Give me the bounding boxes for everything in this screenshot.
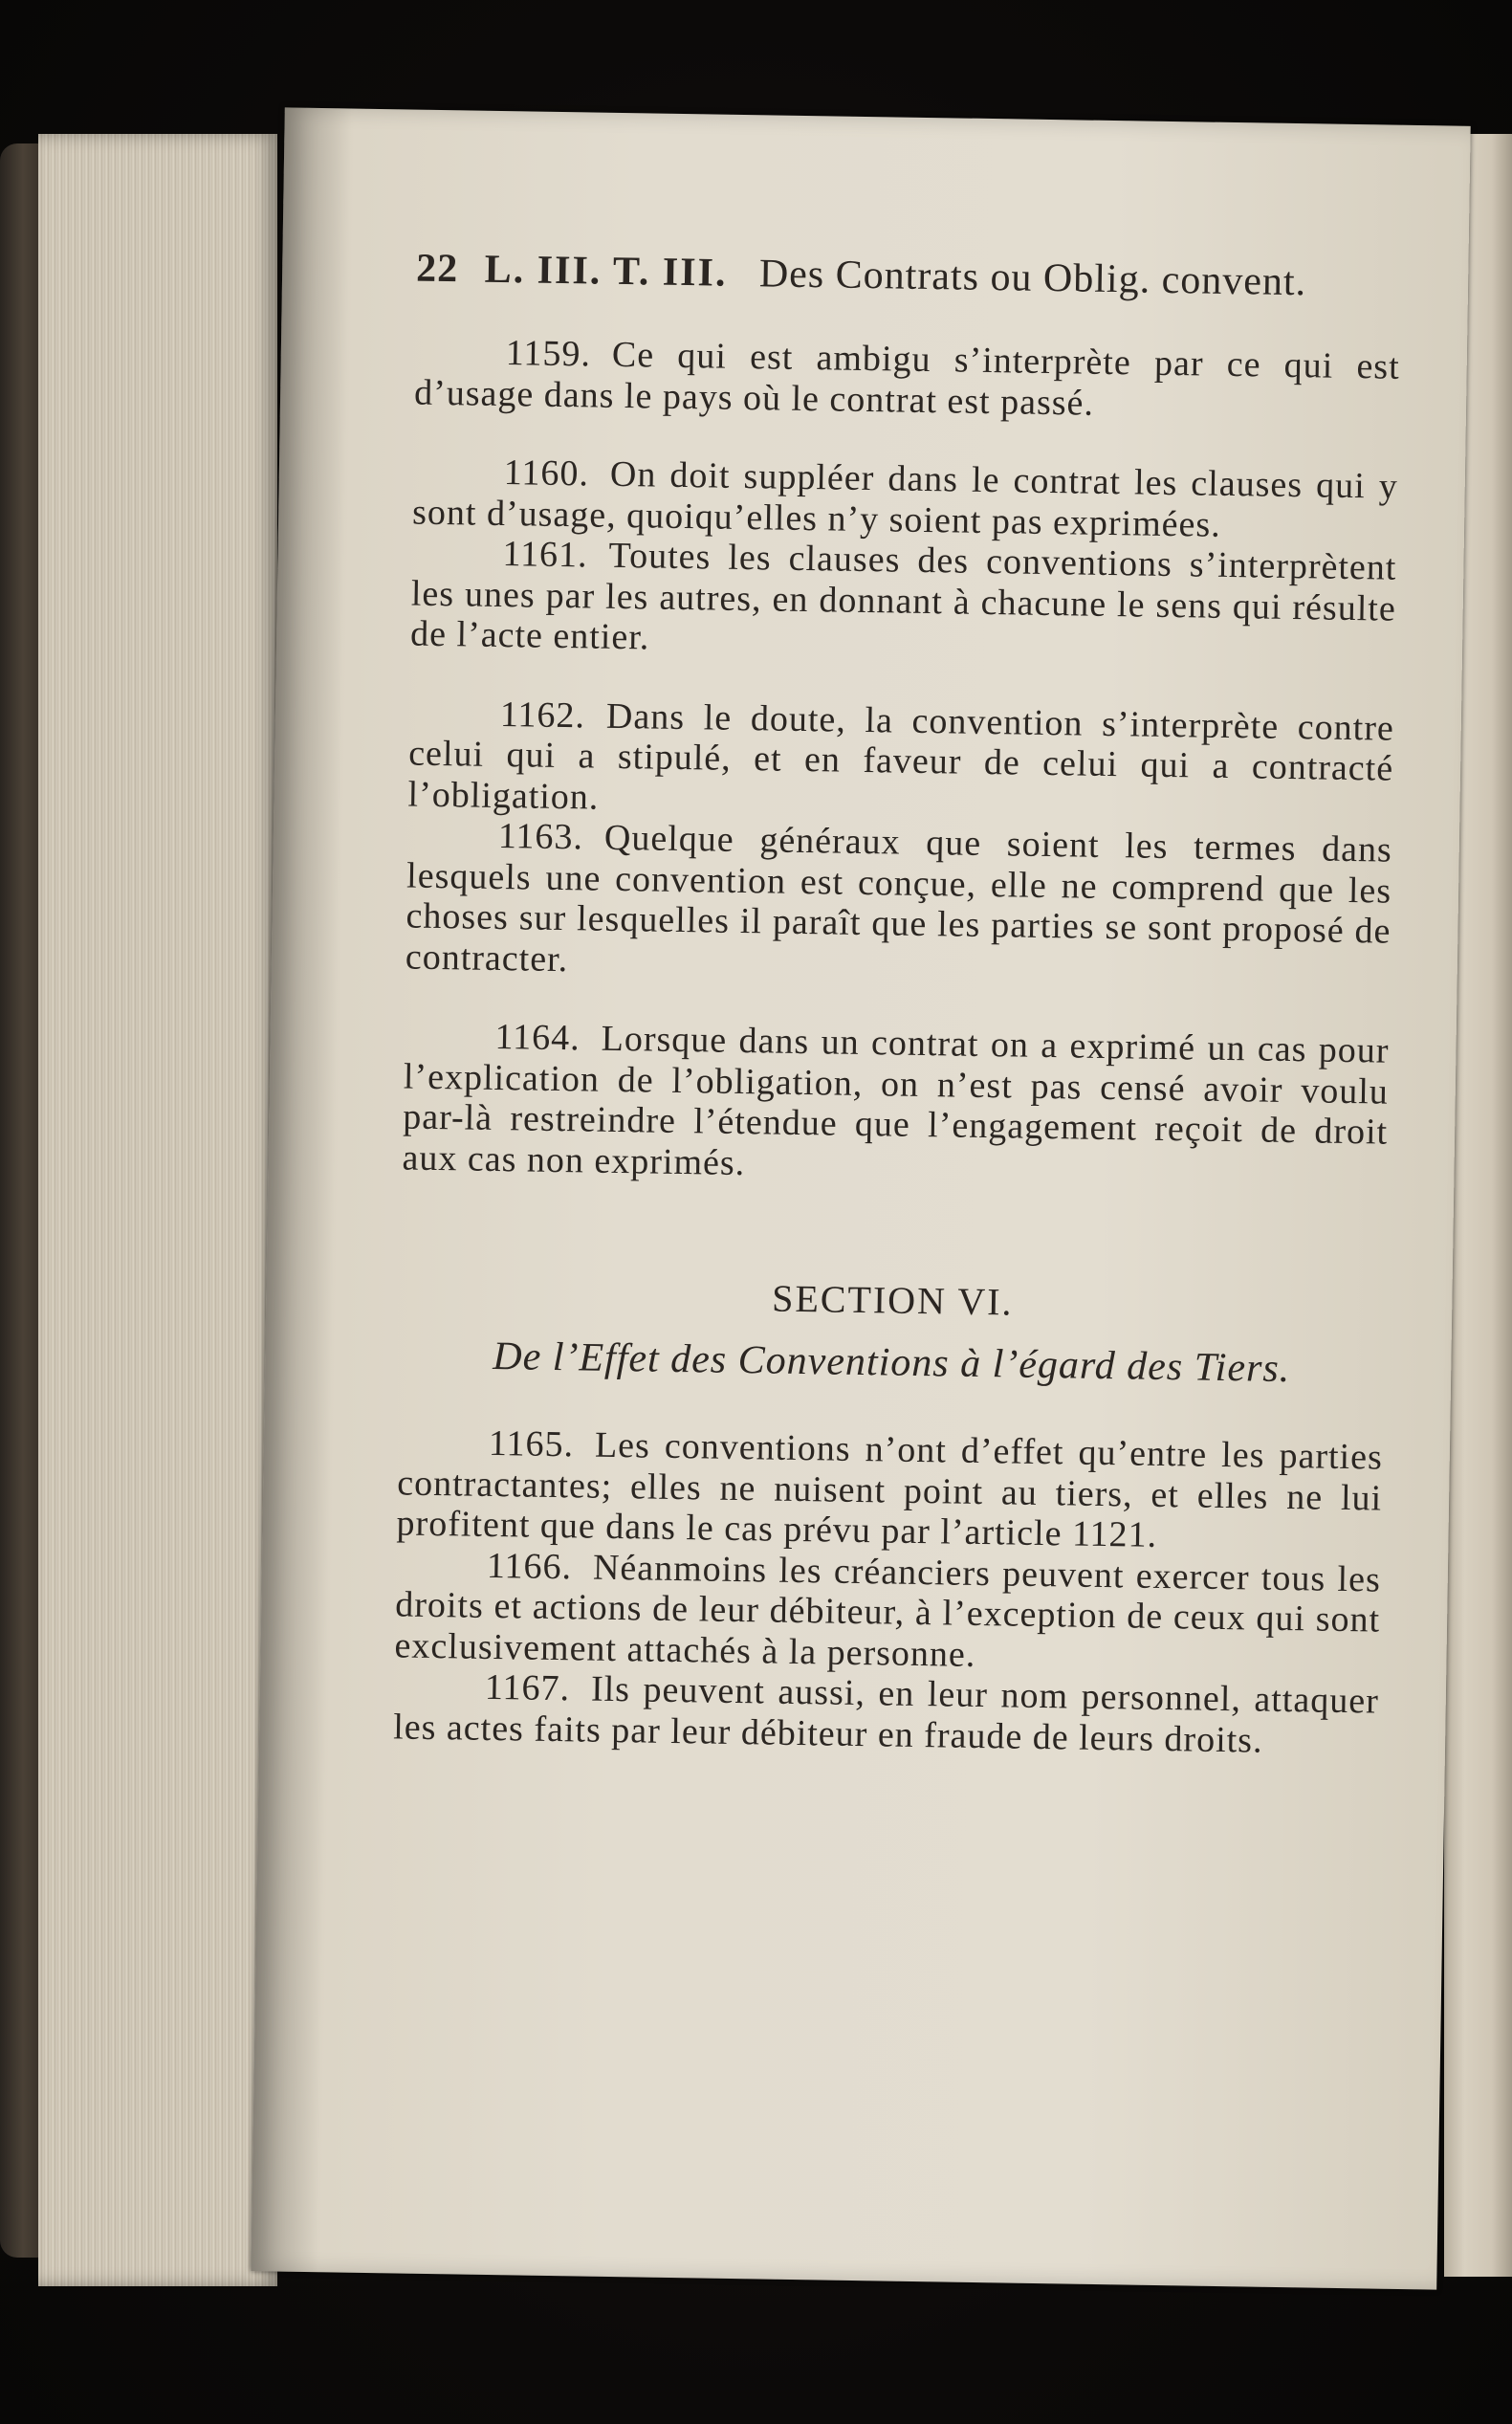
article-1164 (402, 1015, 1390, 1193)
article-text: Dans le doute, la convention s’interprète contre celui qui a stipulé, et en faveur de celui qui a contracté l’obligation. (407, 695, 1395, 818)
book-page (251, 107, 1470, 2289)
article-text: Lorsque dans un contrat on a exprimé un cas pour l’explication de l’obligation, on n’est pas censé avoir voulu par-là restreindre l’étendue que l’engagement reçoit de droit aux cas non exprimés. (402, 1018, 1390, 1183)
article-text: On doit suppléer dans le contrat les clauses qui y sont d’usage, quoiqu’elles n’y soient pas exprimées. (411, 453, 1399, 545)
article-number: 1161. (502, 534, 588, 576)
article-text: Néanmoins les créanciers peuvent exercer tous les droits et actions de leur débiteur, à l’exception de ceux qui sont exclusivement attachés à la personne. (394, 1547, 1382, 1675)
page-number: 22 (415, 246, 459, 292)
article-1161 (410, 533, 1397, 671)
article-text: Quelque généraux que soient les termes dans lesquels une convention est conçue, elle ne comprend que les choses sur lesquelles il paraît que les parties se sont proposé de contracter. (405, 817, 1393, 980)
article-number: 1165. (488, 1422, 575, 1465)
article-number: 1159. (505, 333, 592, 375)
article-text: Ils peuvent aussi, en leur nom personnel, attaquer les actes faits par leur débiteur en fraude de leurs droits. (392, 1668, 1380, 1761)
section-subtitle: De l’Effet des Conventions à l’égard des Tiers. (492, 1333, 1291, 1392)
article-1165 (396, 1421, 1383, 1559)
article-text: Les conventions n’ont d’effet qu’entre les parties contractantes; elles ne nuisent point au tiers, et elles ne lui profitent que dans le cas prévu par l’article 1121. (396, 1424, 1384, 1555)
section-heading: SECTION VI. (771, 1276, 1014, 1324)
page-content (393, 244, 1402, 1763)
article-number: 1167. (484, 1666, 571, 1709)
article-1160 (412, 452, 1398, 548)
article-1167 (393, 1665, 1379, 1762)
article-number: 1162. (499, 694, 586, 736)
article-number: 1163. (497, 816, 584, 858)
article-text: Toutes les clauses des conventions s’interprètent les unes par les autres, en donnant à chacune le sens qui résulte de l’acte entier. (409, 535, 1397, 658)
running-head (416, 244, 1402, 309)
article-1163 (405, 815, 1393, 993)
book-title-reference: L. III. T. III. (484, 247, 728, 296)
running-title: Des Contrats ou Oblig. convent. (758, 252, 1307, 305)
article-1159 (414, 332, 1400, 429)
article-1162 (407, 693, 1394, 830)
article-number: 1164. (494, 1016, 581, 1059)
page-block-edges (38, 134, 277, 2286)
article-number: 1166. (486, 1545, 573, 1587)
article-1166 (394, 1544, 1381, 1682)
article-text: Ce qui est ambigu s’interprète par ce qui est d’usage dans le pays où le contrat est passé. (413, 334, 1401, 424)
article-number: 1160. (503, 452, 590, 495)
